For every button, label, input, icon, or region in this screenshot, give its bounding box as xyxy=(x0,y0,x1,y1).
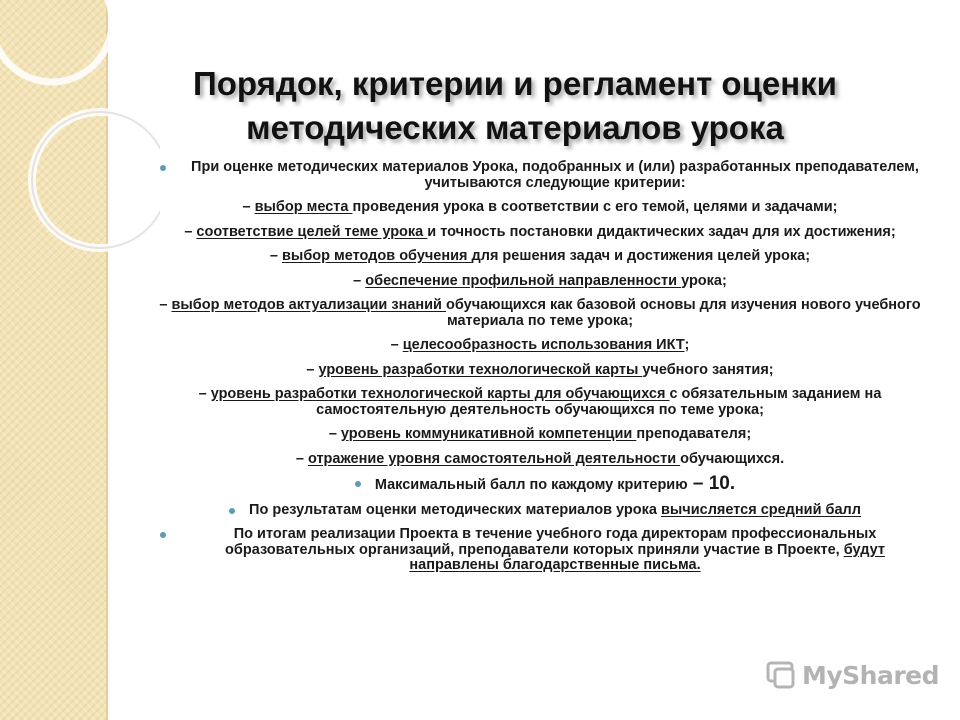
criterion-dash: – xyxy=(242,199,255,215)
final-text: По итогам реализации Проекта в течение учебного года директорам профессиональных образовательных организаций, преподаватели которых приняли участие в Проекте, xyxy=(225,526,877,558)
results-line xyxy=(249,503,861,519)
criterion-underlined: отражение уровня самостоятельной деятельности xyxy=(307,450,681,467)
final-line xyxy=(180,527,930,574)
criterion-text xyxy=(296,452,784,468)
criterion-dash: – xyxy=(306,361,319,378)
criterion-dash: – xyxy=(184,223,197,240)
criterion-text xyxy=(306,363,773,379)
criterion-item xyxy=(150,225,930,241)
criterion-item xyxy=(150,363,930,379)
criterion-rest: для решения задач и достижения целей урока; xyxy=(471,248,811,264)
criterion-rest: и точность постановки дидактических задач для их достижения; xyxy=(427,223,896,240)
criterion-rest: с обязательным заданием на самостоятельную деятельность обучающихся по теме урока; xyxy=(316,386,882,418)
criterion-underlined: обеспечение профильной направленности xyxy=(365,272,682,289)
bullet-icon xyxy=(160,532,166,538)
title-line-1: Порядок, критерии и регламент оценки xyxy=(193,65,837,102)
results-text: По результатам оценки методических материалов урока xyxy=(249,501,661,518)
criterion-dash: – xyxy=(269,248,283,264)
title-line-2: методических материалов урока xyxy=(246,109,784,146)
criterion-dash: – xyxy=(198,386,211,402)
criterion-item xyxy=(150,200,930,216)
intro-text: При оценке методических материалов Урока, подобранных и (или) разработанных преподавателем, учитываются следующие критерии: xyxy=(191,159,919,191)
intro-item xyxy=(150,160,930,191)
criterion-underlined: выбор методов обучения xyxy=(282,248,472,264)
criterion-text xyxy=(243,200,838,216)
results-underlined: вычисляется средний балл xyxy=(661,501,861,518)
slide-title xyxy=(120,62,910,150)
criterion-item xyxy=(150,338,930,354)
criterion-underlined: выбор методов актуализации знаний xyxy=(171,297,447,313)
results-item xyxy=(150,503,930,519)
watermark-logo xyxy=(766,655,939,695)
criterion-text xyxy=(150,298,930,329)
criterion-underlined: выбор места xyxy=(254,199,353,215)
bullet-icon xyxy=(355,481,361,487)
criterion-text xyxy=(270,249,810,265)
max-score-dash: – xyxy=(687,473,709,494)
criterion-rest: обучающихся как базовой основы для изучения нового учебного материала по теме урока; xyxy=(446,297,921,329)
criteria-list xyxy=(150,200,930,467)
bullet-icon xyxy=(229,508,235,514)
criterion-rest: преподавателя; xyxy=(636,426,752,442)
criterion-rest: ; xyxy=(684,337,690,353)
criterion-underlined: целесообразность использования ИКТ xyxy=(402,337,685,353)
criterion-dash: – xyxy=(328,426,341,442)
max-score-text: Максимальный балл по каждому критерию xyxy=(374,477,688,493)
criterion-underlined: уровень разработки технологической карты xyxy=(318,361,643,378)
criterion-text xyxy=(391,338,690,354)
criterion-text xyxy=(353,274,727,290)
criterion-rest: проведения урока в соответствии с его темой, целями и задачами; xyxy=(352,199,838,215)
criterion-underlined: уровень разработки технологической карты для обучающихся xyxy=(210,386,670,402)
criterion-item xyxy=(150,427,930,443)
max-score-line xyxy=(374,473,736,494)
criterion-dash: – xyxy=(295,450,308,467)
criterion-dash: – xyxy=(353,272,366,289)
criterion-dash: – xyxy=(159,297,172,313)
criterion-item xyxy=(150,387,930,418)
max-score-item xyxy=(150,473,930,494)
criterion-rest: урока; xyxy=(681,272,727,289)
criterion-item xyxy=(150,249,930,265)
criterion-underlined: соответствие целей теме урока xyxy=(196,223,428,240)
watermark-text: MyShared xyxy=(802,660,940,690)
decorative-circles xyxy=(0,0,160,300)
max-score-end: . xyxy=(729,473,736,494)
criterion-item xyxy=(150,452,930,468)
criterion-underlined: уровень коммуникативной компетенции xyxy=(340,426,637,442)
criterion-text xyxy=(184,225,895,241)
bullet-icon xyxy=(160,165,166,171)
max-score-value: 10 xyxy=(708,473,730,494)
final-item xyxy=(150,527,930,574)
criterion-rest: обучающихся. xyxy=(680,450,785,467)
final-underlined: будут направлены благодарственные письма. xyxy=(409,541,885,573)
criterion-rest: учебного занятия; xyxy=(642,361,774,378)
criterion-text xyxy=(329,427,751,443)
criterion-dash: – xyxy=(390,337,403,353)
criterion-item xyxy=(150,274,930,290)
criterion-item xyxy=(150,298,930,329)
criterion-text xyxy=(150,387,930,418)
slide-content xyxy=(150,160,930,583)
myshared-icon xyxy=(766,660,796,690)
